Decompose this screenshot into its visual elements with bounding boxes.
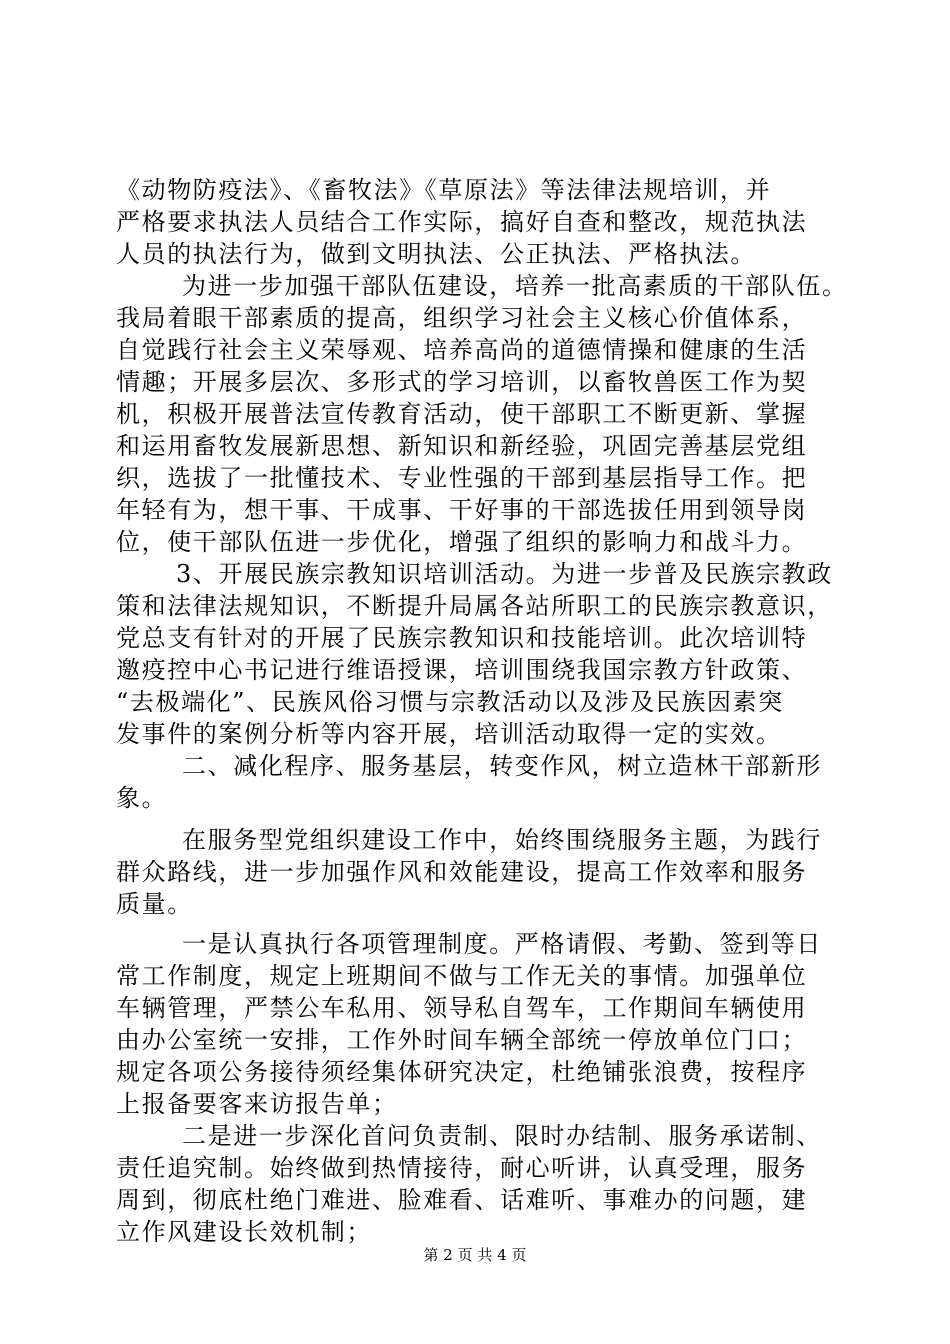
text-line: 情趣；开展多层次、多形式的学习培训，以畜牧兽医工作为契	[116, 368, 808, 396]
text-line: 质量。	[116, 890, 193, 918]
text-line: 上报备要客来访报告单；	[116, 1090, 398, 1118]
text-line: “去极端化”、民族风俗习惯与宗教活动以及涉及民族因素突	[116, 688, 784, 716]
section-heading: 二、减化程序、服务基层，转变作风，树立造林干部新形	[182, 752, 822, 780]
text-line: 责任追究制。始终做到热情接待，耐心听讲，认真受理，服务	[116, 1154, 808, 1182]
section-heading: 象。	[116, 784, 168, 812]
text-line: 我局着眼干部素质的提高，组织学习社会主义核心价值体系，	[116, 304, 808, 332]
text-line: 年轻有为，想干事、干成事、干好事的干部选拔任用到领导岗	[116, 496, 808, 524]
text-line: 《动物防疫法》、《畜牧法》《草原法》等法律法规培训，并	[116, 176, 772, 204]
paragraph-first-line: 一是认真执行各项管理制度。严格请假、考勤、签到等日	[182, 930, 822, 958]
text-line: 常工作制度，规定上班期间不做与工作无关的事情。加强单位	[116, 962, 808, 990]
text-line: 党总支有针对的开展了民族宗教知识和技能培训。此次培训特	[116, 624, 808, 652]
text-line: 由办公室统一安排，工作外时间车辆全部统一停放单位门口；	[116, 1026, 808, 1054]
text-line: 机，积极开展普法宣传教育活动，使干部职工不断更新、掌握	[116, 400, 808, 428]
paragraph-first-line: 在服务型党组织建设工作中，始终围绕服务主题，为践行	[182, 826, 822, 854]
text-line: 位，使干部队伍进一步优化，增强了组织的影响力和战斗力。	[116, 528, 808, 556]
paragraph-first-line: 二是进一步深化首问负责制、限时办结制、服务承诺制、	[182, 1122, 822, 1150]
text-line: 织，选拔了一批懂技术、专业性强的干部到基层指导工作。把	[116, 464, 808, 492]
text-line: 自觉践行社会主义荣辱观、培养高尚的道德情操和健康的生活	[116, 336, 808, 364]
page-number-footer: 第 2 页 共 4 页	[423, 1246, 527, 1264]
text-line: 立作风建设长效机制；	[116, 1218, 372, 1246]
text-line: 群众路线，进一步加强作风和效能建设，提高工作效率和服务	[116, 858, 808, 886]
text-line: 发事件的案例分析等内容开展，培训活动取得一定的实效。	[116, 720, 782, 748]
paragraph-first-line: 为进一步加强干部队伍建设，培养一批高素质的干部队伍。	[182, 272, 848, 300]
text-line: 邀疫控中心书记进行维语授课，培训围绕我国宗教方针政策、	[116, 656, 808, 684]
text-line: 规定各项公务接待须经集体研究决定，杜绝铺张浪费，按程序	[116, 1058, 808, 1086]
text-line: 人员的执法行为，做到文明执法、公正执法、严格执法。	[116, 240, 756, 268]
paragraph-first-line: 3、开展民族宗教知识培训活动。为进一步普及民族宗教政	[176, 560, 833, 588]
text-line: 严格要求执法人员结合工作实际，搞好自查和整改，规范执法	[116, 208, 808, 236]
body-text	[116, 174, 851, 1248]
text-line: 周到，彻底杜绝门难进、脸难看、话难听、事难办的问题，建	[116, 1186, 808, 1214]
text-line: 策和法律法规知识，不断提升局属各站所职工的民族宗教意识，	[116, 592, 833, 620]
text-line: 和运用畜牧发展新思想、新知识和新经验，巩固完善基层党组	[116, 432, 808, 460]
text-line: 车辆管理，严禁公车私用、领导私自驾车，工作期间车辆使用	[116, 994, 808, 1022]
